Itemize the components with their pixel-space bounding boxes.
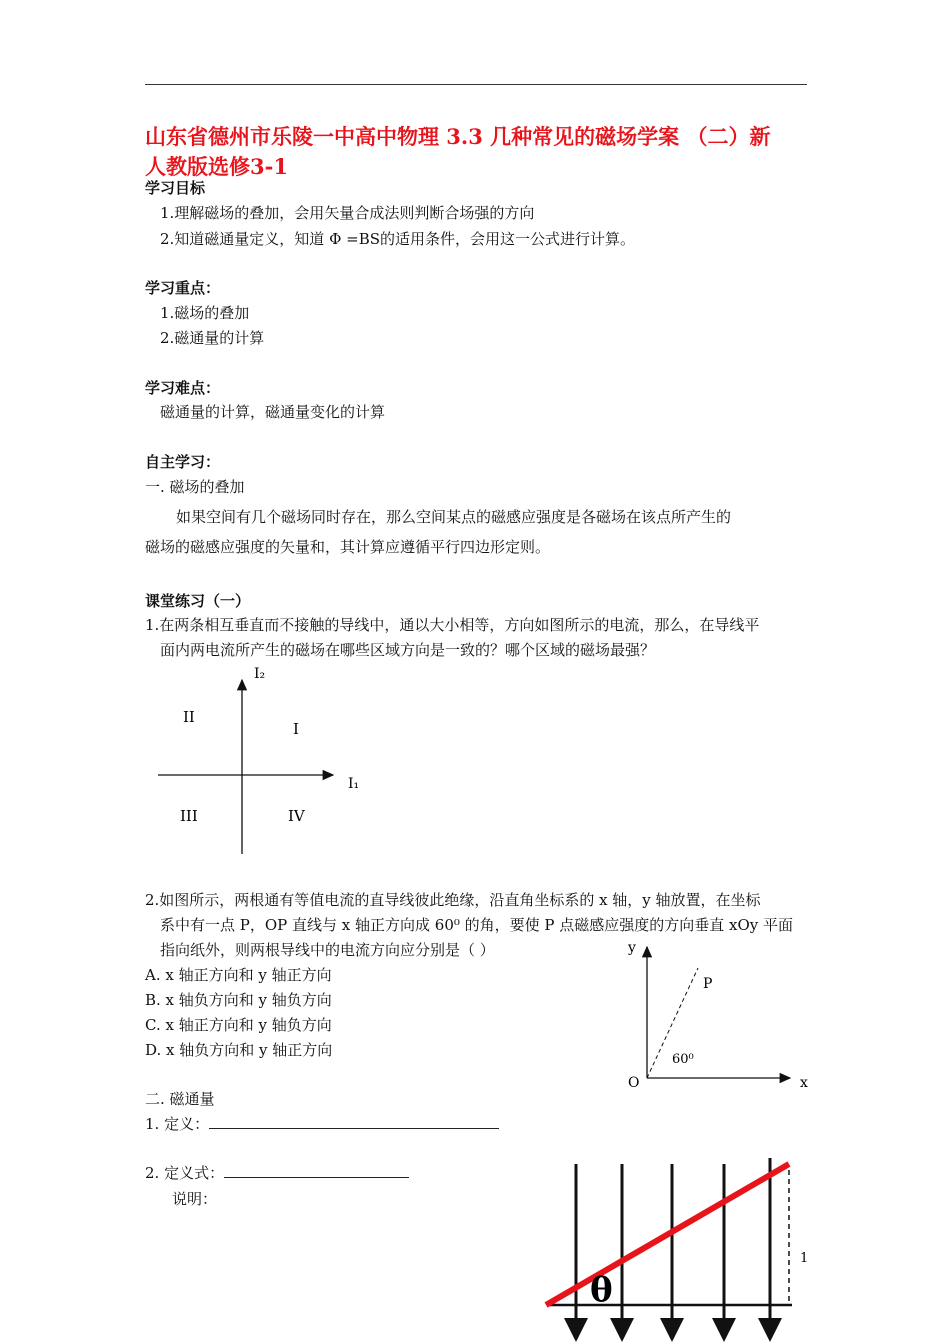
- section-1-title: 一. 磁场的叠加: [145, 478, 245, 496]
- region-label: II: [183, 708, 195, 726]
- origin-label: O: [628, 1075, 640, 1091]
- question-2-line-1: 2.如图所示，两根通有等值电流的直导线彼此绝缘，沿直角坐标系的 x 轴，y 轴放置，在坐标: [145, 891, 761, 909]
- label-i1: I₁: [348, 776, 360, 792]
- question-2-line-3: 指向纸外，则两根导线中的电流方向应分别是（ ）: [160, 941, 495, 959]
- difficulties-text: 磁通量的计算，磁通量变化的计算: [160, 403, 386, 421]
- y-label: y: [628, 940, 636, 956]
- definition-row: [145, 1113, 499, 1134]
- label-i2: I₂: [254, 666, 266, 682]
- selfstudy-heading: 自主学习：: [145, 453, 221, 471]
- objectives-heading: 学习目标: [145, 179, 206, 197]
- flux-figure: [530, 1150, 820, 1344]
- option-a: A. x 轴正方向和 y 轴正方向: [145, 966, 332, 984]
- note-label: 说明：: [172, 1190, 218, 1208]
- option-b: B. x 轴负方向和 y 轴负方向: [145, 991, 332, 1009]
- option-c: C. x 轴正方向和 y 轴负方向: [145, 1016, 332, 1034]
- coordinate-figure: [620, 935, 820, 1095]
- title-line-1: 山东省德州市乐陵一中高中物理 3.3 几种常见的磁场学案 （二）新: [145, 124, 771, 149]
- question-2-line-2: 系中有一点 P，OP 直线与 x 轴正方向成 60⁰ 的角，要使 P 点磁感应强度的方向垂直 xOy 平面: [160, 916, 794, 934]
- option-d: D. x 轴负方向和 y 轴正方向: [145, 1041, 333, 1059]
- objective-item: 2.知道磁通量定义，知道 Φ =BS的适用条件，会用这一公式进行计算。: [160, 230, 636, 248]
- crossed-wires-figure: [150, 660, 370, 860]
- region-label: I: [293, 720, 299, 738]
- header-rule: [145, 84, 807, 85]
- paragraph-line-2: 磁场的磁感应强度的矢量和，其计算应遵循平行四边形定则。: [145, 538, 551, 556]
- title-line-2: 人教版选修3-1: [145, 154, 288, 179]
- formula-label: 2. 定义式：: [145, 1164, 225, 1182]
- section-2-title: 二. 磁通量: [145, 1090, 215, 1108]
- region-label: III: [180, 807, 198, 825]
- definition-blank[interactable]: [209, 1114, 499, 1129]
- question-1-line-2: 面内两电流所产生的磁场在哪些区域方向是一致的？哪个区域的磁场最强？: [160, 641, 656, 659]
- inclined-surface: [546, 1164, 789, 1305]
- formula-blank[interactable]: [224, 1163, 409, 1178]
- paragraph-line-1: 如果空间有几个磁场同时存在，那么空间某点的磁感应强度是各磁场在该点所产生的: [176, 508, 732, 526]
- keypoints-heading: 学习重点：: [145, 279, 221, 297]
- theta-label: θ: [590, 1270, 613, 1310]
- practice-heading: 课堂练习（一）: [145, 592, 251, 610]
- objective-item: 1.理解磁场的叠加，会用矢量合成法则判断合场强的方向: [160, 204, 535, 222]
- formula-row: [145, 1162, 409, 1183]
- difficulties-heading: 学习难点：: [145, 379, 221, 397]
- question-1-line-1: 1.在两条相互垂直而不接触的导线中，通以大小相等，方向如图所示的电流，那么，在导线平: [145, 616, 760, 634]
- definition-label: 1. 定义：: [145, 1115, 210, 1133]
- angle-label: 60⁰: [672, 1052, 694, 1067]
- x-label: x: [800, 1075, 808, 1091]
- keypoint-item: 1.磁场的叠加: [160, 304, 250, 322]
- keypoint-item: 2.磁通量的计算: [160, 329, 265, 347]
- point-p-label: P: [703, 976, 713, 992]
- region-label: IV: [288, 807, 305, 825]
- side-label: 1: [800, 1251, 809, 1266]
